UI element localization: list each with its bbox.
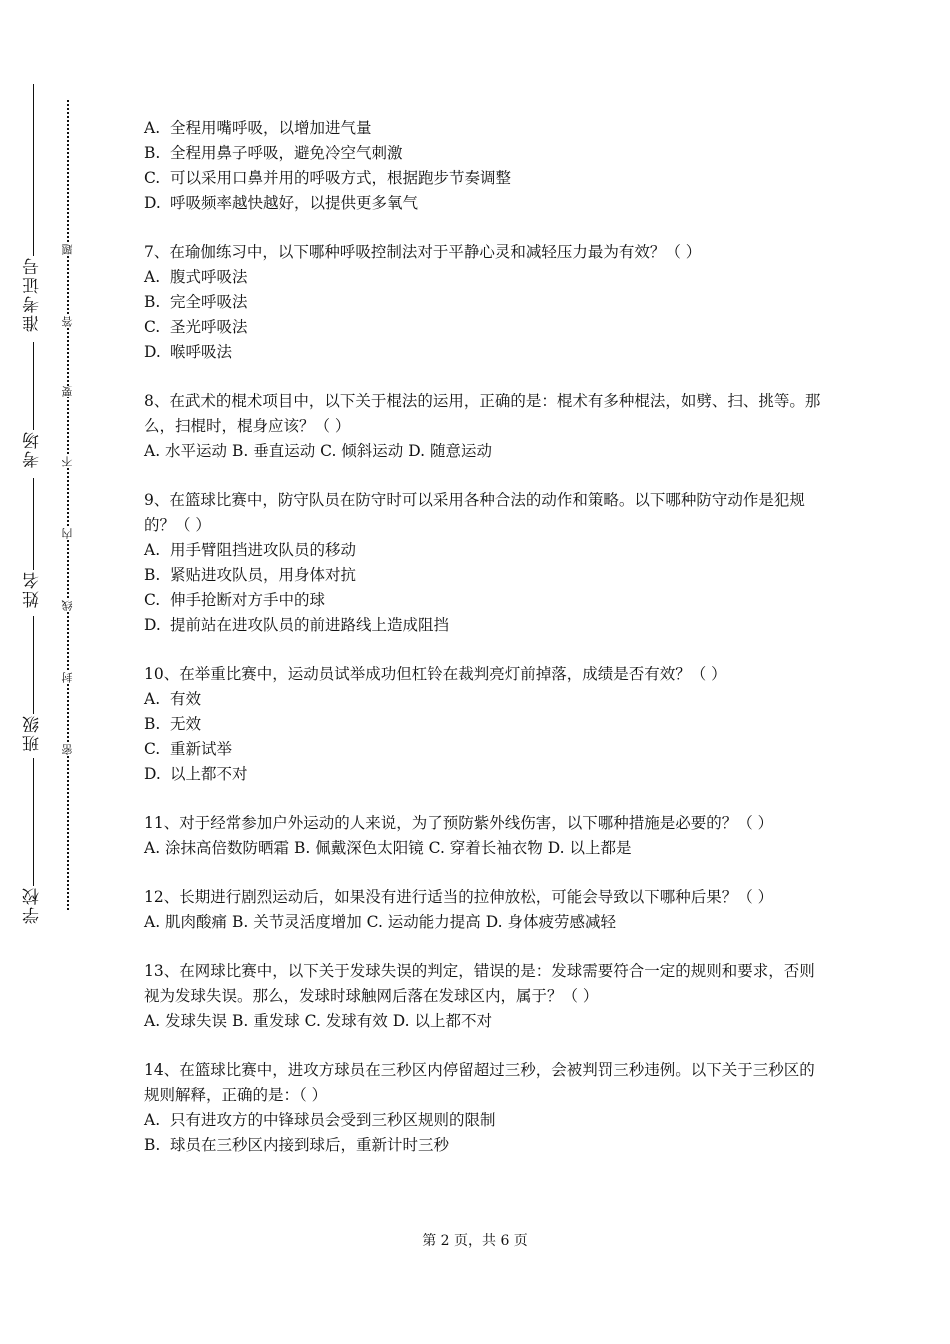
- question-14: [144, 1058, 824, 1158]
- option: D. 呼吸频率越快越好，以提供更多氧气: [144, 194, 419, 212]
- question-stem: 9、在篮球比赛中，防守队员在防守时可以采用各种合法的动作和策略。以下哪种防守动作是犯规的？（ ）: [144, 491, 805, 534]
- exam-room-field: [22, 342, 44, 468]
- seal-char: 题: [61, 244, 74, 255]
- question-stem: 8、在武术的棍术项目中，以下关于棍法的运用，正确的是：棍术有多种棍法，如劈、扫、挑等。那么，扫棍时，棍身应该？（ ）: [144, 392, 821, 435]
- class-field: [22, 616, 44, 752]
- option: C. 重新试举: [144, 740, 233, 758]
- question-stem: 10、在举重比赛中，运动员试举成功但杠铃在裁判亮灯前掉落，成绩是否有效？（ ）: [144, 665, 727, 683]
- question-stem: 14、在篮球比赛中，进攻方球员在三秒区内停留超过三秒，会被判罚三秒违例。以下关于三秒区的规则解释，正确的是：（ ）: [144, 1061, 815, 1104]
- inline-options: A. 肌肉酸痛 B. 关节灵活度增加 C. 运动能力提高 D. 身体疲劳感减轻: [144, 913, 616, 931]
- inline-options: A. 涂抹高倍数防晒霜 B. 佩戴深色太阳镜 C. 穿着长袖衣物 D. 以上都是: [144, 839, 632, 857]
- question-8: [144, 389, 824, 464]
- admission-number-field: [22, 84, 44, 332]
- option: D. 提前站在进攻队员的前进路线上造成阻挡: [144, 616, 450, 634]
- question-10: [144, 662, 824, 787]
- inline-options: A. 发球失误 B. 重发球 C. 发球有效 D. 以上都不对: [144, 1012, 492, 1030]
- seal-char: 要: [61, 386, 74, 397]
- option: C. 伸手抢断对方手中的球: [144, 591, 326, 609]
- option: D. 以上都不对: [144, 765, 248, 783]
- school-label: 学校: [23, 886, 43, 924]
- dotted-line: [67, 100, 69, 910]
- option: A. 用手臂阻挡进攻队员的移动: [144, 541, 357, 559]
- seal-char: 内: [61, 528, 74, 539]
- inline-options: A. 水平运动 B. 垂直运动 C. 倾斜运动 D. 随意运动: [144, 442, 492, 460]
- option: A. 有效: [144, 690, 202, 708]
- seal-char: 不: [61, 456, 74, 467]
- question-11: [144, 811, 824, 861]
- class-label: 班级: [23, 714, 43, 752]
- admission-number-label: 准考证号: [23, 256, 43, 332]
- seal-line: [60, 100, 76, 910]
- option: C. 可以采用口鼻并用的呼吸方式，根据跑步节奏调整: [144, 169, 512, 187]
- question-12: [144, 885, 824, 935]
- option: B. 完全呼吸法: [144, 293, 248, 311]
- question-13: [144, 959, 824, 1034]
- option: B. 全程用鼻子呼吸，避免冷空气刺激: [144, 144, 403, 162]
- question-stem: 11、对于经常参加户外运动的人来说，为了预防紫外线伤害，以下哪种措施是必要的？（ ）: [144, 814, 774, 832]
- option: A. 腹式呼吸法: [144, 268, 248, 286]
- seal-char: 密: [61, 744, 74, 755]
- question-9: [144, 488, 824, 638]
- binding-margin: [0, 0, 100, 1344]
- question-7: [144, 240, 824, 365]
- option: D. 喉呼吸法: [144, 343, 233, 361]
- option: C. 圣光呼吸法: [144, 318, 248, 336]
- option: A. 全程用嘴呼吸，以增加进气量: [144, 119, 372, 137]
- question-stem: 7、在瑜伽练习中，以下哪种呼吸控制法对于平静心灵和减轻压力最为有效？（ ）: [144, 243, 702, 261]
- question-stem: 13、在网球比赛中，以下关于发球失误的判定，错误的是：发球需要符合一定的规则和要求，否则视为发球失误。那么，发球时球触网后落在发球区内，属于？（ ）: [144, 962, 815, 1005]
- option: A. 只有进攻方的中锋球员会受到三秒区规则的限制: [144, 1111, 496, 1129]
- seal-char: 线: [61, 600, 74, 611]
- option: B. 球员在三秒区内接到球后，重新计时三秒: [144, 1136, 450, 1154]
- question-content: [144, 116, 824, 1158]
- school-field: [22, 758, 44, 924]
- seal-char: 答: [61, 316, 74, 327]
- carryover-options: [144, 116, 824, 216]
- question-stem: 12、长期进行剧烈运动后，如果没有进行适当的拉伸放松，可能会导致以下哪种后果？（ ）: [144, 888, 774, 906]
- seal-char: 封: [61, 672, 74, 683]
- exam-room-label: 考场: [23, 430, 43, 468]
- page-number: 第 2 页，共 6 页: [422, 1233, 528, 1249]
- student-name-field: [22, 478, 44, 608]
- option: B. 无效: [144, 715, 202, 733]
- student-name-label: 姓名: [23, 570, 43, 608]
- option: B. 紧贴进攻队员，用身体对抗: [144, 566, 357, 584]
